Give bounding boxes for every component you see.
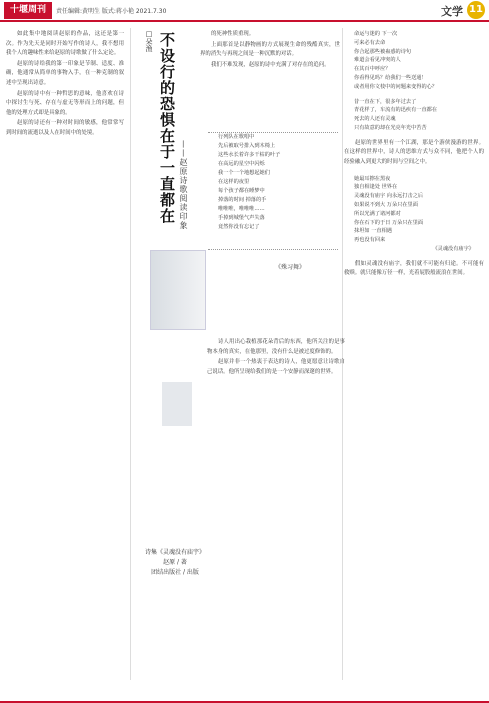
- paragraph: 诗人用出心栽植那花朵背后的东西，他所关注的是事物本身的真实，在他那里，没有什么是被过度修饰的。: [207, 339, 345, 355]
- article-heading: [138, 30, 200, 250]
- caption-line: 诗集《灵魂没有庙宇》: [144, 549, 205, 556]
- poem-line: 灵魂没有庙宇 向永远打击之后: [354, 193, 424, 200]
- poem-line: 竟然你没有忘记了: [218, 224, 260, 230]
- poem-excerpt: [208, 132, 338, 250]
- paragraph: 赵原并非一个热衷于表达的诗人，他更愿意让诗歌自己说话。他所呈现给我们的是一个安静而深邃的世界。: [207, 359, 345, 375]
- poem-line: 我一个一个地想起她们: [218, 170, 270, 176]
- poem-line: 在其百中呼应？: [354, 66, 391, 73]
- poem-line: 难道会看见冲突的人: [354, 57, 401, 64]
- poem-line: 你合起那些被蛊惑的诗句: [354, 48, 412, 55]
- poem-line: 青花样了，车流有的迅疾有一直都在: [354, 107, 438, 114]
- poem-line: 行列队在歌唱中: [218, 134, 255, 140]
- column-divider: [130, 28, 131, 680]
- poem-line: 或者用你文枝中的问题来变得的心？: [354, 83, 438, 90]
- poem-line: 手掉到城堡气声失落: [218, 215, 265, 221]
- poem-line: 所以光满了诸河都对: [354, 210, 401, 217]
- article-title: 不设行的恐惧在于一直都在: [158, 32, 176, 224]
- poem-line: 先后被取号排入到木椅上: [218, 143, 276, 149]
- newspaper-logo: 十堰周刊: [4, 2, 52, 19]
- book-cover-graphic: [162, 382, 192, 426]
- article-subtitle: ——赵原诗歌阅读印象: [179, 140, 188, 230]
- paragraph: 的死神性质重现。: [211, 31, 255, 37]
- poem-line: 在高远的星空中闪烁: [218, 161, 265, 167]
- poem-title: 《灵魂没有庙宇》: [432, 245, 474, 252]
- book-cover-image: [150, 250, 206, 330]
- poem-line: 命运与迷的 下一次: [354, 31, 398, 37]
- paragraph: 赵原的诗还有一种对时间的敏感，他常常写到时间的流逝以及人在时间中的处境。: [6, 120, 124, 136]
- poem-line: 她最耳擦在黑夜: [354, 175, 391, 182]
- poem-line: 只有故意的却在光亮年光中苦苦: [354, 124, 427, 131]
- poem-line: 每个孩子都在睡梦中: [218, 188, 265, 194]
- paragraph: 赵原的世界里有一个江湖，那是个游侠漫游的世界。在这样的世界中，诗人的思维方式与众不同，他把个人的经验融入到更大的时间与空间之中。: [344, 139, 484, 165]
- poem-line: 抹坦如 一直相遇: [354, 228, 392, 235]
- book-caption: [140, 548, 210, 578]
- poem-line: 可来必有去命: [354, 39, 386, 46]
- poem-line: 如果说不到大 万朵只在里面: [354, 201, 418, 208]
- poem-line: 你看得见吗？给我们一些送通！: [354, 74, 427, 81]
- poem-line: 死去的人还有灵魂: [354, 116, 396, 123]
- poem-title: 《殊习舞》: [275, 264, 306, 271]
- paragraph: 赵原的诗给我的第一印象是节制、适度、准确，他通常从简单的事物入手，在一种克制的叙述中呈现出诗意。: [6, 60, 124, 86]
- article-column-1: [6, 30, 124, 698]
- caption-line: 赵原 / 著: [163, 559, 187, 566]
- paragraph: 我们不难发现，赵原的诗中充满了对存在的追问。: [211, 61, 330, 68]
- paragraph: 上面那首是以静物画的方式展现生命的残酷真实，世界的消失与再现之间是一种沉默的对话。: [200, 41, 340, 58]
- poem-line: 掉落的时间 掉落的手: [218, 197, 267, 203]
- author-byline: □朵渔: [145, 30, 153, 52]
- caption-line: 团结出版社 / 出版: [151, 569, 199, 576]
- poem-line: 独自相逢处 世界在: [354, 184, 398, 191]
- paragraph: 假如灵魂没有庙宇，我们就不可能有归途。不可能有救赎。就只能像万径一样，光着屁股般流浪在世间。: [344, 260, 484, 277]
- poem-line: 昔一直在下，很多年过去了: [354, 98, 417, 105]
- poem-line: 你在石下的于日 万朵只在里面: [354, 219, 424, 226]
- poem-line: 这些水长着许多干枯的叶子: [218, 152, 281, 158]
- article-column-4: [344, 30, 484, 678]
- poem-line: 唯唯唯，唯唯唯……: [218, 206, 265, 212]
- article-column-3: [207, 338, 345, 678]
- section-title: 文学: [441, 5, 463, 18]
- editor-meta: 责任编辑:黄明生 版式:蒋小艳 2021.7.30: [56, 8, 167, 15]
- paragraph: 赵原的诗中有一种哲思的意味，他喜欢在诗中探讨生与死、存在与虚无等形而上的问题，但他的处理方式却是具象的。: [6, 90, 124, 116]
- paragraph: 如此集中地阅读赵原的作品，这还是第一次。作为先天是同时开始写作的诗人，我不想用我个人的趣味性来给赵原的诗歌做了什么定论。: [6, 31, 124, 57]
- page-header: [0, 0, 489, 22]
- page-number-badge: 11: [467, 1, 485, 19]
- poem-line: 在这样的夜里: [218, 179, 250, 185]
- poem-line: 再也没有回来: [354, 237, 386, 244]
